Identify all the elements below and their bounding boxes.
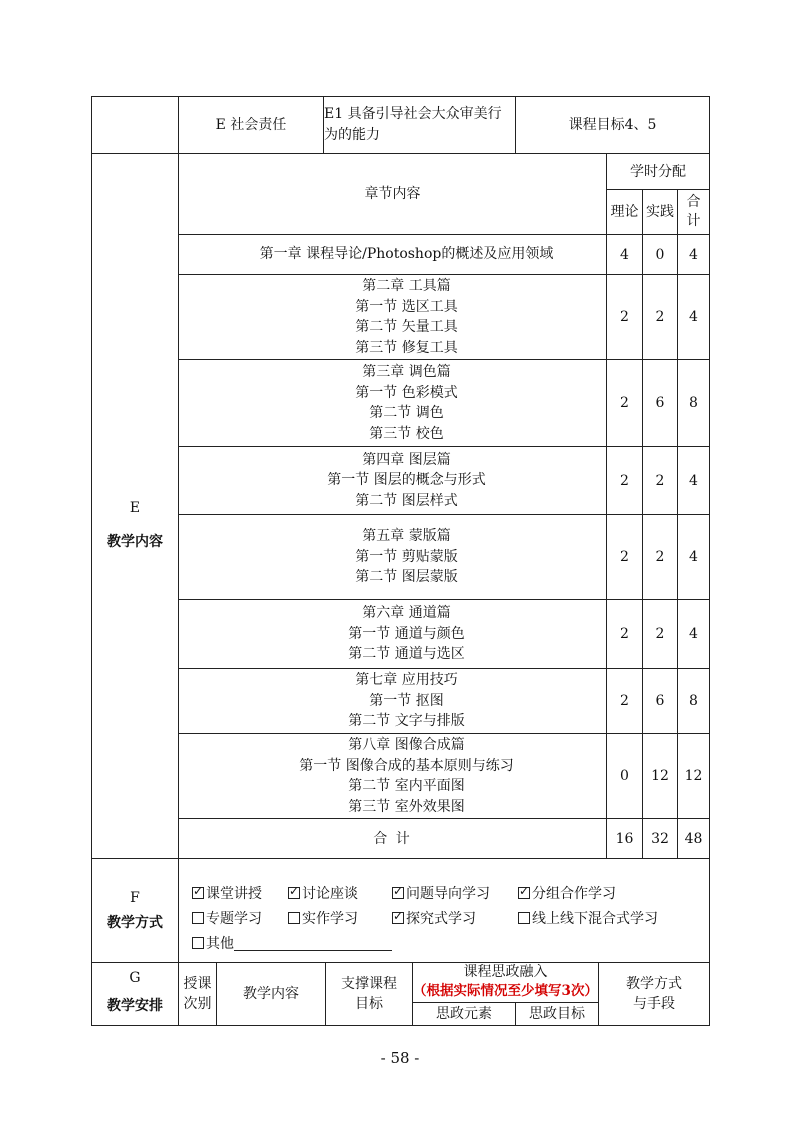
chapter-line: 第二章 工具篇 <box>362 278 451 294</box>
chapter-theory-hours: 2 <box>620 549 629 565</box>
total-header-line1: 合 <box>686 194 701 210</box>
method-label: 其他 <box>206 936 234 952</box>
section-f-label <box>92 859 178 962</box>
chapter-line: 第六章 通道篇 <box>362 605 451 622</box>
ideology-title: 课程思政融入 <box>463 964 548 980</box>
chapter-theory-hours: 4 <box>620 246 629 263</box>
section-g-letter: G <box>129 970 141 986</box>
method-checkbox-icon[interactable] <box>392 912 404 924</box>
chapter-content <box>179 669 606 733</box>
chapter-content <box>179 515 606 599</box>
method-label: 讨论座谈 <box>302 886 358 902</box>
method-label: 线上线下混合式学习 <box>532 911 658 927</box>
chapter-content <box>179 600 606 668</box>
method-item[interactable] <box>288 883 392 903</box>
chapter-total-hours: 4 <box>689 309 698 325</box>
hours-allocation-header: 学时分配 <box>630 163 686 180</box>
section-g-name: 教学安排 <box>107 998 163 1014</box>
chapter-practice-hours: 0 <box>655 246 665 263</box>
chapter-line: 第二节 室内平面图 <box>348 778 465 794</box>
method-item[interactable] <box>518 883 616 903</box>
chapter-line: 第一节 通道与颜色 <box>348 625 465 642</box>
method-label: 分组合作学习 <box>532 886 616 902</box>
chapter-line: 第一节 剪贴蒙版 <box>355 548 458 565</box>
method-label: 专题学习 <box>206 911 262 927</box>
teaching-method-header <box>599 963 709 1025</box>
section-e-letter: E <box>129 500 141 516</box>
chapter-content <box>179 275 606 359</box>
course-goal: 课程目标4、5 <box>568 117 657 133</box>
chapter-total-hours: 12 <box>684 768 703 784</box>
chapter-practice-hours: 2 <box>655 626 665 642</box>
chapter-content <box>179 447 606 514</box>
chapter-line: 第二节 矢量工具 <box>355 319 458 335</box>
chapter-total-hours: 4 <box>689 246 698 263</box>
methods-row-3 <box>192 933 392 953</box>
method-checkbox-icon[interactable] <box>192 887 204 899</box>
method-item[interactable] <box>392 883 518 903</box>
method-item[interactable] <box>518 908 658 928</box>
chapter-theory-hours: 0 <box>620 768 629 784</box>
method-checkbox-icon[interactable] <box>392 887 404 899</box>
chapter-practice-hours: 6 <box>655 395 665 411</box>
ideology-targets-header: 思政目标 <box>529 1006 585 1022</box>
chapter-line: 第一节 色彩模式 <box>355 384 458 401</box>
other-fill-line[interactable] <box>234 935 392 951</box>
responsibility-code: E 社会责任 <box>215 117 287 133</box>
chapter-line: 第七章 应用技巧 <box>355 672 458 689</box>
method-checkbox-icon[interactable] <box>288 887 300 899</box>
sum-theory: 16 <box>615 830 634 847</box>
teaching-method-line1: 教学方式 <box>626 976 682 992</box>
method-item[interactable] <box>192 883 288 903</box>
chapter-line: 第四章 图层篇 <box>362 451 451 468</box>
method-label: 问题导向学习 <box>406 886 490 902</box>
chapter-total-hours: 4 <box>689 549 698 565</box>
support-goal-header <box>326 963 412 1025</box>
method-checkbox-icon[interactable] <box>192 937 204 949</box>
chapter-line: 第八章 图像合成篇 <box>348 737 465 753</box>
chapter-practice-hours: 2 <box>655 309 665 325</box>
chapter-total-hours: 4 <box>689 626 698 642</box>
chapter-theory-hours: 2 <box>620 693 629 709</box>
chapter-content <box>179 360 606 446</box>
chapter-content <box>179 734 606 818</box>
method-checkbox-icon[interactable] <box>518 887 530 899</box>
chapter-content-header: 章节内容 <box>364 186 421 202</box>
chapter-line: 第二节 调色 <box>369 405 444 421</box>
chapter-theory-hours: 2 <box>620 472 629 489</box>
chapter-theory-hours: 2 <box>620 309 629 325</box>
method-checkbox-icon[interactable] <box>288 912 300 924</box>
methods-row-2 <box>192 908 658 928</box>
section-f-letter: F <box>130 890 140 906</box>
ideology-elements-header: 思政元素 <box>436 1006 492 1022</box>
chapter-practice-hours: 6 <box>655 693 665 709</box>
page-number: - 58 - <box>380 1049 420 1067</box>
responsibility-desc-line2: 为的能力 <box>324 127 380 143</box>
total-header-line2: 计 <box>686 213 701 229</box>
method-item[interactable] <box>392 908 518 928</box>
chapter-practice-hours: 2 <box>655 549 665 565</box>
chapter-total-hours: 4 <box>689 472 698 489</box>
chapter-practice-hours: 12 <box>651 768 669 784</box>
method-checkbox-icon[interactable] <box>192 912 204 924</box>
sum-total: 48 <box>684 830 703 847</box>
method-label: 探究式学习 <box>406 911 476 927</box>
ideology-note: （根据实际情况至少填写3次） <box>413 983 598 999</box>
chapter-line: 第一节 图像合成的基本原则与练习 <box>299 757 514 774</box>
support-goal-line2: 目标 <box>355 996 383 1012</box>
chapter-line: 第一节 抠图 <box>369 692 444 709</box>
method-label: 实作学习 <box>302 911 358 927</box>
sessions-header-line1: 授课 <box>183 976 212 992</box>
method-item[interactable] <box>192 908 288 928</box>
sum-practice: 32 <box>651 830 669 847</box>
responsibility-description <box>324 97 515 153</box>
chapter-line: 第二节 图层样式 <box>355 492 458 509</box>
responsibility-desc-line1: E1 具备引导社会大众审美行 <box>324 106 502 122</box>
ideology-header <box>413 963 598 1002</box>
method-checkbox-icon[interactable] <box>518 912 530 924</box>
chapter-line: 第三节 校色 <box>369 425 444 442</box>
section-f-name: 教学方式 <box>107 915 163 931</box>
chapter-line: 第五章 蒙版篇 <box>362 528 451 545</box>
chapter-line: 第一章 课程导论/Photoshop的概述及应用领域 <box>259 246 554 263</box>
teaching-method-line2: 与手段 <box>633 996 675 1012</box>
chapter-theory-hours: 2 <box>620 395 629 411</box>
sum-label: 合 计 <box>373 830 412 847</box>
chapter-line: 第一节 图层的概念与形式 <box>327 472 486 489</box>
total-header <box>678 190 709 234</box>
chapter-line: 第二节 文字与排版 <box>348 713 465 730</box>
chapter-content <box>179 235 606 274</box>
practice-header: 实践 <box>646 204 674 220</box>
chapter-total-hours: 8 <box>689 693 698 709</box>
chapter-line: 第二节 图层蒙版 <box>355 569 458 586</box>
chapter-theory-hours: 2 <box>620 626 629 642</box>
chapter-line: 第一节 选区工具 <box>355 298 458 315</box>
section-e-name: 教学内容 <box>107 534 163 550</box>
chapter-line: 第三节 修复工具 <box>355 339 458 356</box>
method-item[interactable] <box>288 908 392 928</box>
chapter-line: 第三节 室外效果图 <box>348 798 465 815</box>
teaching-content-header: 教学内容 <box>243 986 299 1002</box>
chapter-line: 第三章 调色篇 <box>362 364 451 380</box>
theory-header: 理论 <box>610 204 639 220</box>
section-e-label <box>92 154 178 858</box>
chapter-line: 第二节 通道与选区 <box>348 646 465 663</box>
method-label: 课堂讲授 <box>206 886 262 902</box>
sessions-header-line2: 次别 <box>183 996 212 1012</box>
chapter-total-hours: 8 <box>689 395 698 411</box>
section-g-label <box>92 963 178 1025</box>
support-goal-line1: 支撑课程 <box>341 976 397 992</box>
sessions-header <box>179 963 216 1025</box>
method-item-other[interactable] <box>192 933 392 953</box>
methods-row-1 <box>192 883 616 903</box>
chapter-practice-hours: 2 <box>655 472 665 489</box>
